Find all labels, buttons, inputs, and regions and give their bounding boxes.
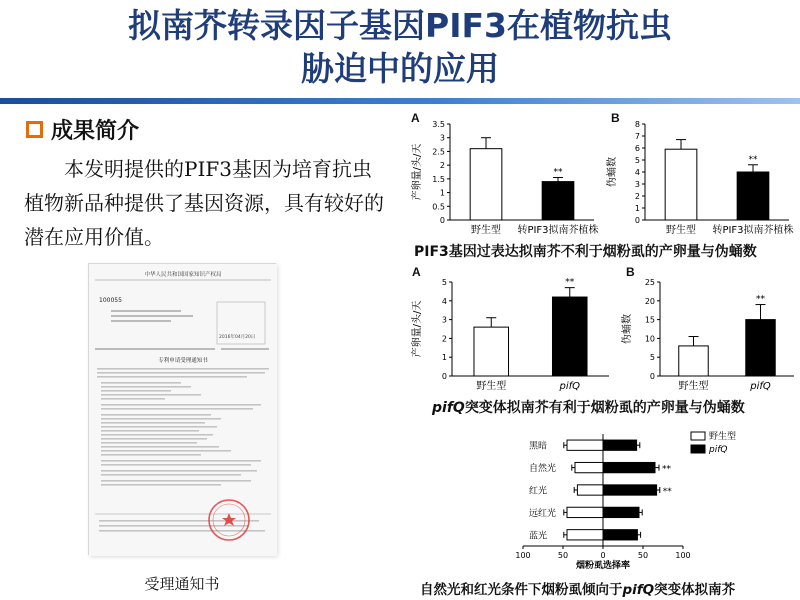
y-axis-label: 产卵量/头/天 [412,300,423,358]
category-label: 远红光 [529,508,557,519]
y-tick-label: 2 [441,334,447,344]
significance-mark: ** [662,487,672,497]
bar [603,462,655,472]
x-tick-label: 50 [637,551,649,560]
bar [603,485,657,495]
category-label: 野生型 [666,225,696,236]
y-tick-label: 3 [634,180,640,189]
doc-notice-title: 专利申请受理通知书 [158,358,208,364]
x-tick-label: 100 [675,551,691,560]
chart-top-b [605,112,795,240]
significance-mark: ** [756,294,765,305]
y-tick-label: 1 [439,188,445,198]
bar [577,485,603,495]
category-label: 自然光 [529,464,557,475]
significance-mark: ** [553,167,563,178]
bar [575,462,603,472]
y-tick-label: 1.5 [432,174,445,184]
chart-mid-b [620,270,800,396]
doc-zip: 100055 [99,297,122,304]
bar [567,440,603,450]
title-line-2: 胁迫中的应用 [301,49,499,88]
category-label: 转PIF3拟南芥植株 [712,225,794,236]
legend-swatch [691,432,705,440]
y-tick-label: 2.5 [432,147,445,157]
x-tick-label: 50 [557,551,569,560]
y-tick-label: 5 [634,156,640,165]
y-tick-label: 3 [439,133,445,143]
caption-bottom [420,578,735,598]
bar [603,530,637,540]
y-tick-label: 0 [649,372,655,381]
y-tick-label: 0 [439,216,445,225]
square-bullet-icon [26,121,43,138]
y-tick-label: 6 [634,144,640,153]
y-tick-label: 5 [441,278,447,287]
caption-top: PIF3基因过表达拟南芥不利于烟粉虱的产卵量与伪蛹数 [414,244,757,260]
y-tick-label: 25 [644,278,655,287]
y-tick-label: 20 [644,296,655,306]
x-tick-label: 0 [600,551,606,560]
bar [552,297,587,376]
category-label: 黑暗 [529,441,548,452]
y-tick-label: 8 [634,120,640,129]
doc-header: 中华人民共和国国家知识产权局 [144,272,222,278]
bar [737,172,769,220]
intro-paragraph: 本发明提供的PIF3基因为培育抗虫植物新品种提供了基因资源，具有较好的潜在应用价值。 [24,157,384,249]
caption-bottom-italic: pifQ [622,582,655,598]
caption-middle-text: 突变体拟南芥有利于烟粉虱的产卵量与伪蛹数 [464,400,745,416]
y-tick-label: 0.5 [432,202,445,212]
document-drawing [89,264,277,556]
caption-bottom-suffix: 突变体拟南芥 [654,582,736,598]
bar [567,507,603,517]
y-axis-label: 伪蛹数 [622,314,633,344]
y-tick-label: 7 [634,132,640,141]
caption-middle-italic: pifQ [432,400,465,416]
y-tick-label: 0 [634,216,640,225]
y-tick-label: 3 [441,315,447,325]
section-heading [26,114,139,145]
fig-top-label-b: B [611,111,620,125]
section-title: 成果简介 [51,119,140,144]
legend-label: 野生型 [709,432,737,442]
y-tick-label: 1 [441,353,447,363]
category-label: 野生型 [678,381,709,392]
x-axis-label: 烟粉虱选择率 [575,561,631,570]
bar [470,149,502,220]
title-divider-bar [0,98,800,104]
bar [603,507,639,517]
category-label: pifQ [750,381,771,392]
significance-mark: ** [748,154,758,165]
bar [474,327,509,376]
y-tick-label: 4 [634,168,640,177]
bar [603,440,637,450]
y-tick-label: 2 [634,192,640,201]
legend-label: pifQ [709,445,728,455]
y-tick-label: 4 [441,296,447,306]
fig-mid-label-b: B [626,265,635,279]
chart-mid-a [410,270,615,396]
category-label: 转PIF3拟南芥植株 [517,225,599,236]
significance-mark: ** [662,464,671,475]
y-tick-label: 15 [644,315,655,325]
y-axis-label: 产卵量/头/天 [412,143,423,201]
y-tick-label: 10 [644,334,655,344]
bar [567,530,603,540]
legend-swatch [691,445,705,453]
page-title [0,4,800,90]
y-axis-label: 伪蛹数 [607,157,618,187]
chart-bottom [505,430,760,570]
bar [679,346,708,376]
y-tick-label: 2 [439,161,445,171]
category-label: 红光 [529,486,548,497]
caption-bottom-prefix: 自然光和红光条件下烟粉虱倾向于 [420,582,623,598]
acceptance-notice-image [88,263,276,555]
x-tick-label: 100 [515,551,531,560]
y-tick-label: 3.5 [432,120,445,129]
category-label: pifQ [559,381,581,392]
category-label: 蓝光 [529,531,548,542]
title-line-1: 拟南芥转录因子基因PIF3在植物抗虫 [128,6,672,45]
y-tick-label: 1 [634,204,640,213]
bar [665,149,697,220]
caption-middle [432,397,745,417]
category-label: 野生型 [476,381,507,392]
bar [746,320,775,376]
bar [542,182,574,220]
significance-mark: ** [565,277,575,288]
category-label: 野生型 [471,225,501,236]
doc-date: 2016年04月20日 [219,335,256,340]
y-tick-label: 5 [649,353,655,363]
y-tick-label: 0 [441,372,447,381]
chart-top-a [410,112,600,240]
fig-top-label-a: A [411,111,420,125]
document-caption: 受理通知书 [144,575,220,593]
fig-mid-label-a: A [412,265,421,279]
